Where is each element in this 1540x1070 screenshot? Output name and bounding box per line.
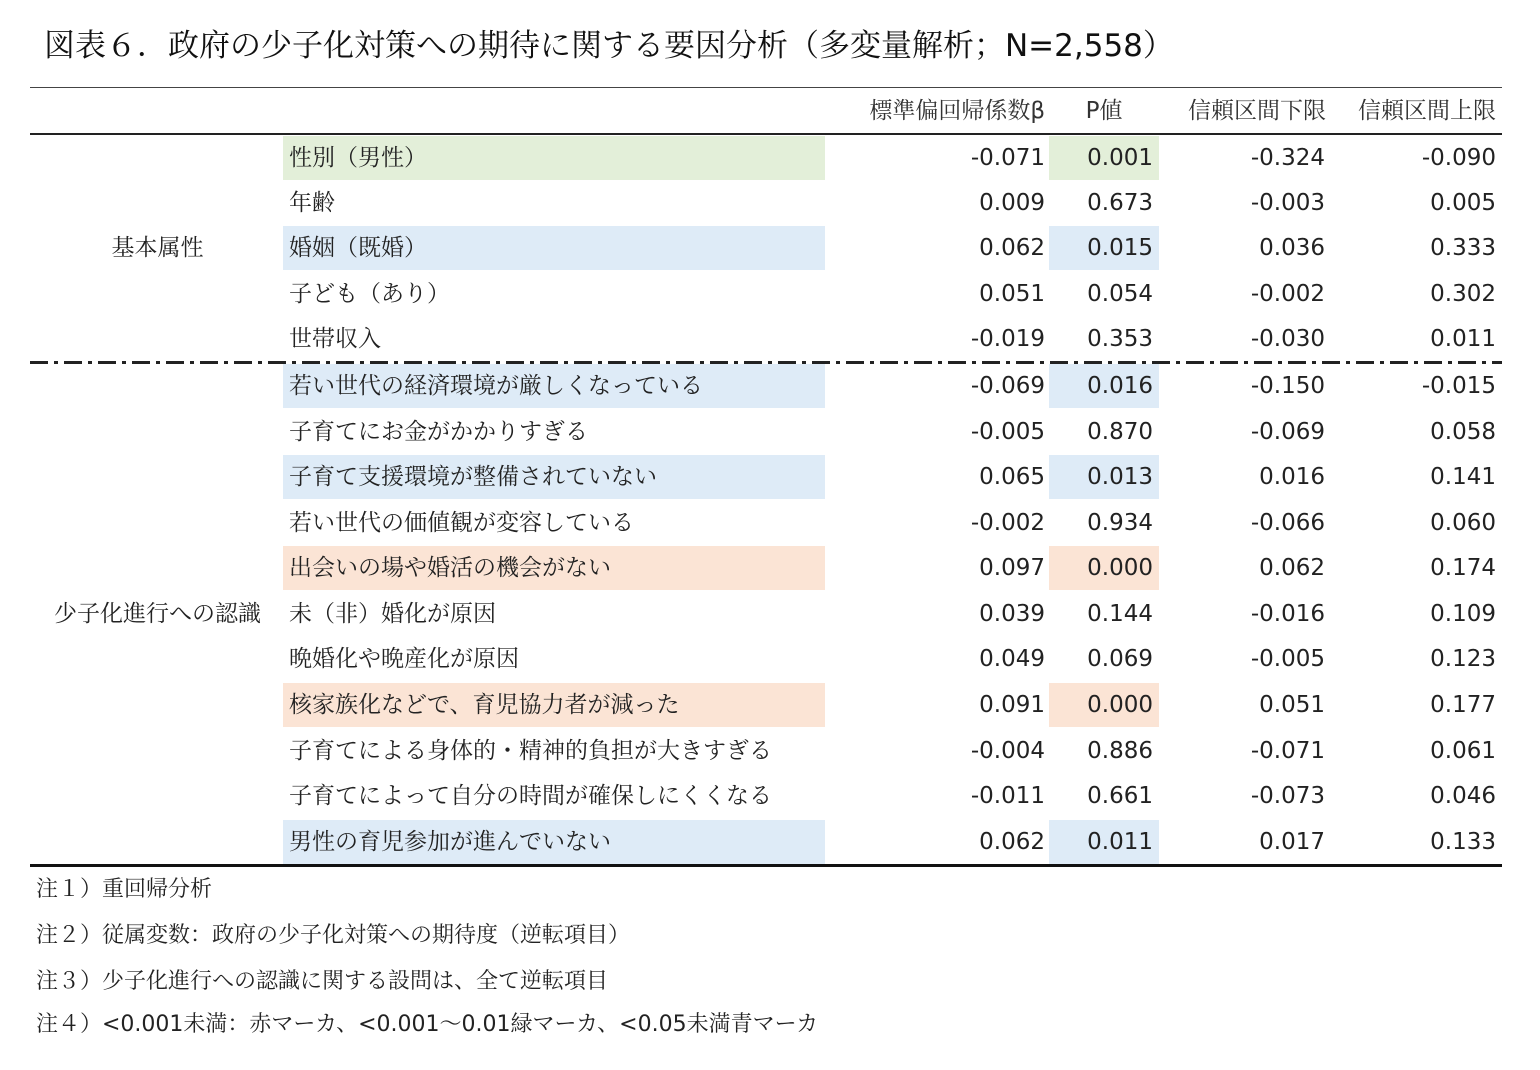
row-beta-value: -0.071 xyxy=(970,145,1045,171)
note-1: 注１）重回帰分析 xyxy=(36,877,213,902)
row-p-value: 0.000 xyxy=(1049,683,1159,727)
row-ci-upper: 0.177 xyxy=(1430,692,1496,718)
row-label: 出会いの場や婚活の機会がない xyxy=(283,546,825,590)
row-ci-lower: -0.066 xyxy=(1250,510,1325,536)
table-row xyxy=(0,729,1540,773)
row-ci-upper: 0.058 xyxy=(1430,419,1496,445)
table-row xyxy=(0,592,1540,636)
table-row xyxy=(0,546,1540,590)
table-row xyxy=(0,226,1540,270)
table-row xyxy=(0,181,1540,225)
header-beta: 標準偏回帰係数β xyxy=(869,98,1045,124)
table-row xyxy=(0,136,1540,180)
group-label-perception: 少子化進行への認識 xyxy=(54,601,261,627)
row-beta-value: -0.011 xyxy=(970,783,1045,809)
row-beta-value: 0.039 xyxy=(979,601,1045,627)
row-p-value: 0.001 xyxy=(1049,136,1159,180)
row-beta-value: -0.005 xyxy=(970,419,1045,445)
row-ci-upper: 0.141 xyxy=(1430,464,1496,490)
note-3: 注３）少子化進行への認識に関する設問は、全て逆転項目 xyxy=(36,969,609,994)
row-ci-lower: -0.003 xyxy=(1250,190,1325,216)
row-p-value: 0.000 xyxy=(1049,546,1159,590)
row-label: 未（非）婚化が原因 xyxy=(289,601,496,627)
row-ci-upper: 0.109 xyxy=(1430,601,1496,627)
row-beta-value: 0.049 xyxy=(979,646,1045,672)
row-ci-lower: -0.030 xyxy=(1250,326,1325,352)
row-p-value: 0.673 xyxy=(1087,190,1153,216)
group-label-basic-attributes: 基本属性 xyxy=(111,235,204,261)
note-2: 注２）従属変数：政府の少子化対策への期待度（逆転項目） xyxy=(36,923,631,948)
table-row xyxy=(0,501,1540,545)
row-p-value: 0.015 xyxy=(1049,226,1159,270)
row-ci-lower: -0.073 xyxy=(1250,783,1325,809)
row-ci-lower: -0.002 xyxy=(1250,281,1325,307)
row-label: 子ども（あり） xyxy=(289,281,450,307)
table-header-rule xyxy=(30,133,1502,135)
row-ci-lower: -0.150 xyxy=(1250,373,1325,399)
table-row xyxy=(0,272,1540,316)
table-bottom-rule xyxy=(30,864,1502,867)
row-ci-upper: 0.011 xyxy=(1430,326,1496,352)
row-label: 晩婚化や晩産化が原因 xyxy=(289,646,519,672)
row-p-value: 0.054 xyxy=(1087,281,1153,307)
row-ci-lower: 0.062 xyxy=(1259,555,1325,581)
row-ci-lower: 0.036 xyxy=(1259,235,1325,261)
row-ci-upper: 0.060 xyxy=(1430,510,1496,536)
row-p-value: 0.661 xyxy=(1087,783,1153,809)
row-beta-value: 0.009 xyxy=(979,190,1045,216)
table-row xyxy=(0,410,1540,454)
row-label: 子育てによる身体的・精神的負担が大きすぎる xyxy=(289,738,772,764)
row-beta-value: 0.062 xyxy=(979,235,1045,261)
row-ci-upper: -0.015 xyxy=(1421,373,1496,399)
row-p-value: 0.886 xyxy=(1087,738,1153,764)
row-beta-value: 0.097 xyxy=(979,555,1045,581)
row-label: 世帯収入 xyxy=(289,326,381,352)
row-p-value: 0.069 xyxy=(1087,646,1153,672)
row-p-value: 0.011 xyxy=(1049,820,1159,864)
row-beta-value: -0.019 xyxy=(970,326,1045,352)
row-label: 男性の育児参加が進んでいない xyxy=(283,820,825,864)
row-ci-lower: -0.324 xyxy=(1250,145,1325,171)
row-ci-upper: 0.333 xyxy=(1430,235,1496,261)
row-label: 子育てによって自分の時間が確保しにくくなる xyxy=(289,783,772,809)
row-label: 若い世代の経済環境が厳しくなっている xyxy=(283,364,825,408)
row-ci-upper: 0.174 xyxy=(1430,555,1496,581)
row-ci-upper: 0.046 xyxy=(1430,783,1496,809)
row-ci-upper: 0.061 xyxy=(1430,738,1496,764)
row-ci-upper: 0.123 xyxy=(1430,646,1496,672)
table-row xyxy=(0,683,1540,727)
row-ci-upper: -0.090 xyxy=(1421,145,1496,171)
row-beta-value: -0.002 xyxy=(970,510,1045,536)
page-title: 図表６．政府の少子化対策への期待に関する要因分析（多変量解析；N=2,558） xyxy=(44,28,1174,64)
table-row xyxy=(0,455,1540,499)
group-separator-rule xyxy=(30,361,1502,364)
row-ci-lower: -0.005 xyxy=(1250,646,1325,672)
row-p-value: 0.353 xyxy=(1087,326,1153,352)
note-4: 注４）<0.001未満：赤マーカ、<0.001～0.01緑マーカ、<0.05未満青マーカ xyxy=(36,1012,819,1037)
row-p-value: 0.013 xyxy=(1049,455,1159,499)
header-ci-lower: 信頼区間下限 xyxy=(1188,98,1326,124)
row-ci-lower: -0.069 xyxy=(1250,419,1325,445)
row-beta-value: -0.069 xyxy=(970,373,1045,399)
row-label: 核家族化などで、育児協力者が減った xyxy=(283,683,825,727)
row-beta-value: 0.065 xyxy=(979,464,1045,490)
row-ci-lower: -0.016 xyxy=(1250,601,1325,627)
header-p-value: P値 xyxy=(1085,98,1123,124)
row-beta-value: 0.051 xyxy=(979,281,1045,307)
row-beta-value: 0.062 xyxy=(979,829,1045,855)
row-ci-lower: -0.071 xyxy=(1250,738,1325,764)
table-row xyxy=(0,774,1540,818)
row-label: 年齢 xyxy=(289,190,335,216)
header-ci-upper: 信頼区間上限 xyxy=(1358,98,1496,124)
table-row xyxy=(0,820,1540,864)
row-ci-upper: 0.133 xyxy=(1430,829,1496,855)
row-label: 婚姻（既婚） xyxy=(283,226,825,270)
table-row xyxy=(0,317,1540,361)
row-beta-value: -0.004 xyxy=(970,738,1045,764)
row-label: 子育てにお金がかかりすぎる xyxy=(289,419,588,445)
table-top-rule xyxy=(30,87,1502,88)
row-ci-upper: 0.005 xyxy=(1430,190,1496,216)
table-row xyxy=(0,637,1540,681)
row-p-value: 0.016 xyxy=(1049,364,1159,408)
row-ci-lower: 0.016 xyxy=(1259,464,1325,490)
row-ci-lower: 0.017 xyxy=(1259,829,1325,855)
row-label: 子育て支援環境が整備されていない xyxy=(283,455,825,499)
row-beta-value: 0.091 xyxy=(979,692,1045,718)
row-ci-upper: 0.302 xyxy=(1430,281,1496,307)
row-p-value: 0.144 xyxy=(1087,601,1153,627)
row-p-value: 0.870 xyxy=(1087,419,1153,445)
table-row xyxy=(0,364,1540,408)
row-ci-lower: 0.051 xyxy=(1259,692,1325,718)
row-label: 性別（男性） xyxy=(283,136,825,180)
row-p-value: 0.934 xyxy=(1087,510,1153,536)
row-label: 若い世代の価値観が変容している xyxy=(289,510,634,536)
